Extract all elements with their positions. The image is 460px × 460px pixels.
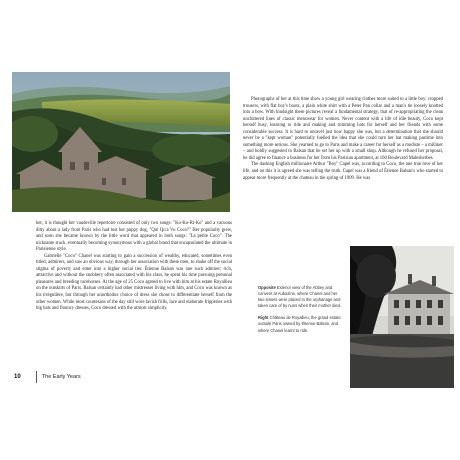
- caption-opposite: [258, 285, 342, 309]
- footer-divider: [36, 371, 37, 383]
- caption-opposite-lead: Opposite: [258, 285, 276, 290]
- caption-right: [258, 315, 342, 333]
- right-paragraph-1: Photographs of her at this time show a young girl wearing clothes more suited to a little boy: cropped trousers, with flat boy's boots, a plain white shirt with a Peter Pan collar and a man's tie loosely knotted into a bow. With hindsight these pictures reveal a fundamental strategy, that of re-appropriating the clean uncluttered lines of classic menswear for women. Never content with a life of idle beauty, Coco kept herself busy, learning to ride and making and trimming hats for herself and her friends with some considerable success. It is hard to unravel just how happy she was, but a determination that she should never be a "kept woman" potentially fuelled the idea that she could turn her hat making pastime into something more serious. She yearned to go to Paris and make a career for herself as a modiste – a milliner – and boldly suggested to Balsan that he set her up with a small shop. Although he refused her proposal, he did agree to finance a business for her from his Parisian apartment, at 160 Boulevard Malesherbes.: [243, 97, 443, 161]
- abbey-landscape-photo: [12, 72, 230, 212]
- left-text-column: [36, 221, 232, 313]
- right-text-column: [243, 97, 443, 182]
- running-head: The Early Years: [41, 374, 81, 380]
- page-footer: [14, 371, 81, 383]
- left-paragraph-2: Gabrielle "Coco" Chanel was starting to gain a succession of wealthy, educated, sometimes even titled, admirers, and saw an obvious way, through her association with these men, to shake off the social stigma of poverty and enter into a higher social tier. Étienne Balsan was one such admirer; rich, attractive and without the snobbery often associated with his class, he spent his time pursuing personal pleasures and breeding racehorses. At the age of 25 Coco agreed to live with him at his estate Royallieu on the outskirts of Paris. Balsan certainly had other mistresses living with him, and Coco was known as his irrégulière, but through her unorthodox choice of dress she chose to differentiate herself from the other women. While most courtesans of the day still wore lavish frills, lace and elaborate fripperies with big hats and flouncy dresses, Coco dressed with the utmost simplicity.: [36, 253, 232, 312]
- caption-right-text: Château de Royallieu, the grand estate outside Paris owned by Étienne Balsan, and where Chanel learnt to ride.: [258, 315, 341, 333]
- page-number: 10: [14, 374, 21, 380]
- left-paragraph-1: her, it is thought her vaudeville repertoire consisted of only two songs: "Ko-Ko-Ri-Ko" and a vacuous ditty about a lady from Paris who had lost her puppy dog, "Qui Qu'a Vu Coco?" Her popularity grew, and soon she became known by the little word that appeared in both songs: "La petite Coco". The nickname stuck, eventually becoming synonymous with a global brand that encapsulated the ultimate in Parisienne style.: [36, 221, 232, 253]
- caption-right-lead: Right: [258, 315, 269, 321]
- caption-opposite-text: Exterior view of the Abbey and convent at Aubazine, where Chanel and her two sisters were placed in the orphanage and taken care of by nuns when their mother died.: [258, 285, 342, 309]
- photo-captions: [258, 285, 342, 340]
- chateau-royallieu-photo: [350, 246, 454, 388]
- right-paragraph-2: The dashing English millionaire Arthur "Boy" Capel was, according to Coco, the one true love of her life, and on this it is agreed she was telling the truth. Capel was a friend of Étienne Balsan's who started to appear more frequently at the chateau in the spring of 1909. He was: [243, 162, 443, 181]
